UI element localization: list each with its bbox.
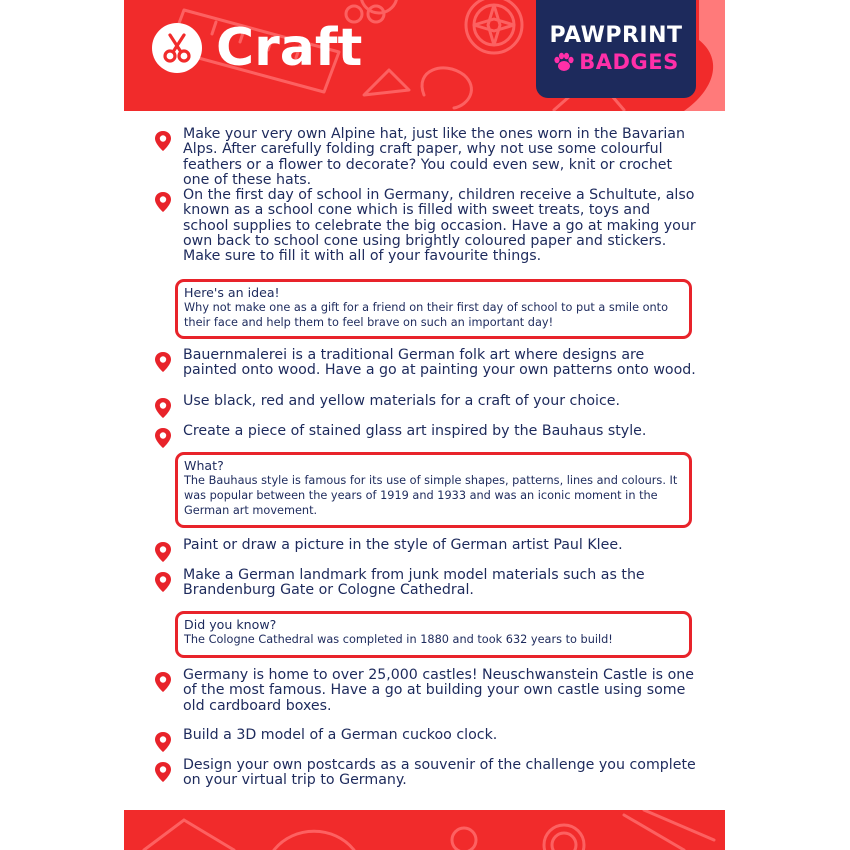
fact-box-title: Did you know? — [184, 617, 277, 632]
tip-box-title: Here's an idea! — [184, 285, 280, 300]
brand-name-top: PAWPRINT — [549, 23, 683, 49]
location-pin-icon — [154, 541, 172, 563]
item-text: Germany is home to over 25,000 castles! Neuschwanstein Castle is one of the most famous. Have a go at building your own castle using some old cardboard boxes. — [183, 667, 694, 714]
location-pin-icon — [154, 351, 172, 373]
tip-box-body: Why not make one as a gift for a friend on their first day of school to put a smile onto their face and help them to feel brave on such an important day! — [184, 301, 669, 330]
tip-box — [175, 279, 692, 339]
doodle-background — [124, 810, 725, 850]
title-group — [152, 18, 363, 78]
header-banner — [124, 0, 725, 111]
list-item — [154, 668, 699, 714]
list-item — [154, 568, 699, 599]
item-text: Build a 3D model of a German cuckoo clock. — [183, 727, 498, 743]
list-item — [154, 348, 699, 379]
info-box — [175, 452, 692, 528]
fact-box — [175, 611, 692, 658]
item-text: Make a German landmark from junk model materials such as the Brandenburg Gate or Cologne Cathedral. — [183, 567, 645, 599]
brand-name-bottom: BADGES — [579, 49, 679, 74]
location-pin-icon — [154, 671, 172, 693]
location-pin-icon — [154, 130, 172, 152]
location-pin-icon — [154, 191, 172, 213]
activity-sheet — [124, 0, 725, 850]
paw-icon — [553, 52, 575, 72]
list-item — [154, 188, 699, 264]
location-pin-icon — [154, 427, 172, 449]
list-item — [154, 127, 699, 188]
list-item — [154, 728, 699, 753]
fact-box-body: The Cologne Cathedral was completed in 1880 and took 632 years to build! — [184, 633, 613, 646]
location-pin-icon — [154, 731, 172, 753]
item-text: Paint or draw a picture in the style of German artist Paul Klee. — [183, 537, 623, 553]
location-pin-icon — [154, 761, 172, 783]
location-pin-icon — [154, 571, 172, 593]
item-text: Make your very own Alpine hat, just like the ones worn in the Bavarian Alps. After carefully folding craft paper, why not use some colourful feathers or a flower to decorate? You could even sew, knit or crochet one of these hats. — [183, 126, 685, 188]
item-text: On the first day of school in Germany, children receive a Schultute, also known as a school cone which is filled with sweet treats, toys and school supplies to celebrate the big occasion. Have a go at making your own back to school cone using brightly coloured paper and stickers. Make sure to fill it with all of your favourite things. — [183, 187, 696, 265]
list-item — [154, 394, 699, 419]
page-title: Craft — [216, 18, 363, 78]
location-pin-icon — [154, 397, 172, 419]
scissors-icon — [152, 23, 202, 73]
brand-logo — [536, 0, 696, 98]
list-item — [154, 758, 699, 789]
item-text: Bauernmalerei is a traditional German folk art where designs are painted onto wood. Have a go at painting your own patterns onto wood. — [183, 347, 696, 379]
item-text: Use black, red and yellow materials for a craft of your choice. — [183, 393, 620, 409]
info-box-title: What? — [184, 458, 224, 473]
info-box-body: The Bauhaus style is famous for its use of simple shapes, patterns, lines and colours. It was popular between the years of 1919 and 1933 and was an iconic moment in the German art movement. — [184, 474, 678, 518]
footer-banner — [124, 810, 725, 850]
list-item — [154, 424, 699, 449]
item-text: Design your own postcards as a souvenir of the challenge you complete on your virtual trip to Germany. — [183, 757, 696, 789]
item-text: Create a piece of stained glass art inspired by the Bauhaus style. — [183, 423, 647, 439]
list-item — [154, 538, 699, 563]
